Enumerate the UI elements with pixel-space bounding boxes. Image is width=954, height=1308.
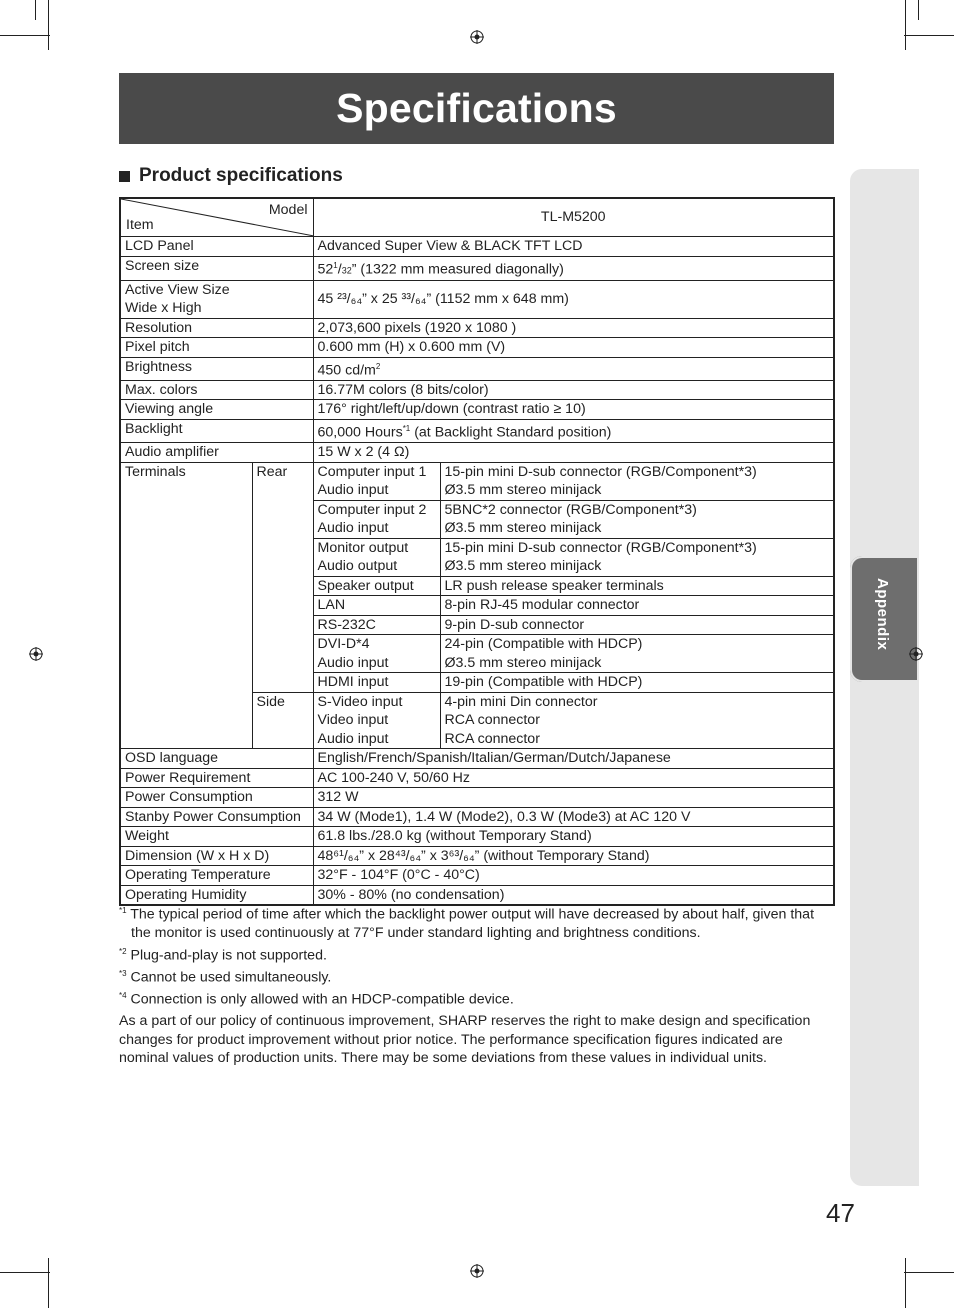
port-desc: 5BNC*2 connector (RGB/Component*3) Ø3.5 mm stereo minijack (440, 500, 834, 538)
row-item: Stanby Power Consumption (120, 807, 313, 827)
page-title: Specifications (336, 85, 617, 131)
port-name: Computer input 1 Audio input (313, 462, 440, 500)
row-value: 312 W (313, 788, 834, 808)
port-desc: LR push release speaker terminals (440, 576, 834, 596)
crop-mark (905, 1258, 906, 1308)
port-name: RS-232C (313, 615, 440, 635)
table-row (120, 357, 834, 380)
row-value: 34 W (Mode1), 1.4 W (Mode2), 0.3 W (Mode3) at AC 120 V (313, 807, 834, 827)
row-item: Dimension (W x H x D) (120, 846, 313, 866)
row-item: Operating Humidity (120, 885, 313, 905)
registration-mark-icon (470, 1264, 484, 1278)
port-desc: 19-pin (Compatible with HDCP) (440, 673, 834, 693)
footnote: $^{*3}$ Cannot be used simultaneously. (119, 968, 332, 986)
row-item: Max. colors (120, 380, 313, 400)
footnotes (119, 902, 829, 1009)
row-value: 60,000 Hours$^{*1}$ (at Backlight Standard position) (313, 419, 834, 442)
table-row (120, 400, 834, 420)
table-row (120, 866, 834, 886)
crop-mark (35, 0, 36, 20)
port-name: Computer input 2 Audio input (313, 500, 440, 538)
row-value: 0.600 mm (H) x 0.600 mm (V) (313, 338, 834, 358)
row-item: Audio amplifier (120, 443, 313, 463)
row-value: $52^1/32$” (1322 mm measured diagonally) (313, 256, 834, 280)
table-header-row (120, 198, 834, 237)
port-desc: 15-pin mini D-sub connector (RGB/Component*3) Ø3.5 mm stereo minijack (440, 462, 834, 500)
side-label: Side (252, 692, 313, 749)
registration-mark-icon (470, 30, 484, 44)
registration-mark-icon (909, 647, 923, 661)
table-row (120, 318, 834, 338)
header-diagonal-cell (120, 198, 313, 237)
crop-mark (904, 1272, 954, 1273)
policy-paragraph: As a part of our policy of continuous improvement, SHARP reserves the right to make design and specification changes for product improvement without prior notice. The performance specification figures indicated are nominal values of production units. There may be some deviations from these values in individual units. (119, 1013, 811, 1066)
port-name: Monitor output Audio output (313, 538, 440, 576)
table-row (120, 807, 834, 827)
row-item: LCD Panel (120, 237, 313, 257)
row-item: Resolution (120, 318, 313, 338)
model-name: TL-M5200 (313, 198, 834, 237)
table-row (120, 749, 834, 769)
row-value: 450 $cd/m^2$ (313, 357, 834, 380)
crop-mark (48, 0, 49, 50)
appendix-tab-label: Appendix (874, 578, 891, 651)
header-item: Item (126, 216, 154, 233)
row-value: Advanced Super View & BLACK TFT LCD (313, 237, 834, 257)
title-banner (119, 73, 834, 144)
crop-mark (0, 35, 50, 36)
row-item: Power Requirement (120, 768, 313, 788)
crop-mark (0, 1272, 50, 1273)
square-bullet-icon (119, 171, 130, 182)
row-item: OSD language (120, 749, 313, 769)
spec-table (119, 197, 835, 906)
row-value: 30% - 80% (no condensation) (313, 885, 834, 905)
row-value: AC 100-240 V, 50/60 Hz (313, 768, 834, 788)
row-item: Brightness (120, 357, 313, 380)
table-row (120, 846, 834, 866)
port-desc: 15-pin mini D-sub connector (RGB/Component*3) Ø3.5 mm stereo minijack (440, 538, 834, 576)
row-item: Active View Size Wide x High (120, 280, 313, 318)
section-heading (119, 165, 343, 187)
row-item: Weight (120, 827, 313, 847)
crop-mark (904, 35, 954, 36)
port-name: LAN (313, 596, 440, 616)
table-row (120, 419, 834, 442)
table-row (120, 443, 834, 463)
port-name: S-Video input Video input Audio input (313, 692, 440, 749)
row-value: 2,073,600 pixels (1920 x 1080 ) (313, 318, 834, 338)
registration-mark-icon (29, 647, 43, 661)
row-item: Viewing angle (120, 400, 313, 420)
appendix-tab[interactable] (850, 556, 919, 682)
terminals-label: Terminals (120, 462, 252, 749)
header-model: Model (268, 202, 308, 218)
footnote: $^{*2}$ Plug-and-play is not supported. (119, 946, 327, 964)
page-number: 47 (826, 1198, 855, 1228)
row-value: 32°F - 104°F (0°C - 40°C) (313, 866, 834, 886)
row-value: 45 ²³/₆₄” x 25 ³³/₆₄” (1152 mm x 648 mm) (313, 280, 834, 318)
port-name: Speaker output (313, 576, 440, 596)
row-value: 61.8 lbs./28.0 kg (without Temporary Stand) (313, 827, 834, 847)
table-row (120, 237, 834, 257)
terminal-row (120, 462, 834, 500)
rear-label: Rear (252, 462, 313, 692)
port-desc: 8-pin RJ-45 modular connector (440, 596, 834, 616)
port-name: HDMI input (313, 673, 440, 693)
footnote: $^{*4}$ Connection is only allowed with an HDCP-compatible device. (119, 991, 514, 1008)
table-row (120, 768, 834, 788)
table-row (120, 827, 834, 847)
row-item: Power Consumption (120, 788, 313, 808)
footnote: $^{*1}$ The typical period of time after which the backlight power output will have decreased by about half, given that the monitor is used continuously at 77°F under standard lighting and brightness conditions. (119, 906, 815, 942)
row-value: 15 W x 2 (4 Ω) (313, 443, 834, 463)
row-item: Backlight (120, 419, 313, 442)
table-row (120, 256, 834, 280)
crop-mark (48, 1258, 49, 1308)
table-row (120, 788, 834, 808)
row-value: 176° right/left/up/down (contrast ratio ≥ 10) (313, 400, 834, 420)
port-desc: 4-pin mini Din connector RCA connector RCA connector (440, 692, 834, 749)
row-item: Screen size (120, 256, 313, 280)
section-title: Product specifications (139, 165, 343, 186)
row-item: Operating Temperature (120, 866, 313, 886)
crop-mark (918, 0, 919, 20)
port-desc: 24-pin (Compatible with HDCP) Ø3.5 mm stereo minijack (440, 635, 834, 673)
row-item: Pixel pitch (120, 338, 313, 358)
row-value: 48⁶¹/₆₄” x 28⁴³/₆₄” x 3⁶³/₆₄” (without Temporary Stand) (313, 846, 834, 866)
table-row (120, 380, 834, 400)
table-row (120, 338, 834, 358)
row-value: 16.77M colors (8 bits/color) (313, 380, 834, 400)
table-row (120, 280, 834, 318)
row-value: English/French/Spanish/Italian/German/Dutch/Japanese (313, 749, 834, 769)
port-desc: 9-pin D-sub connector (440, 615, 834, 635)
port-name: DVI-D*4 Audio input (313, 635, 440, 673)
crop-mark (905, 0, 906, 50)
